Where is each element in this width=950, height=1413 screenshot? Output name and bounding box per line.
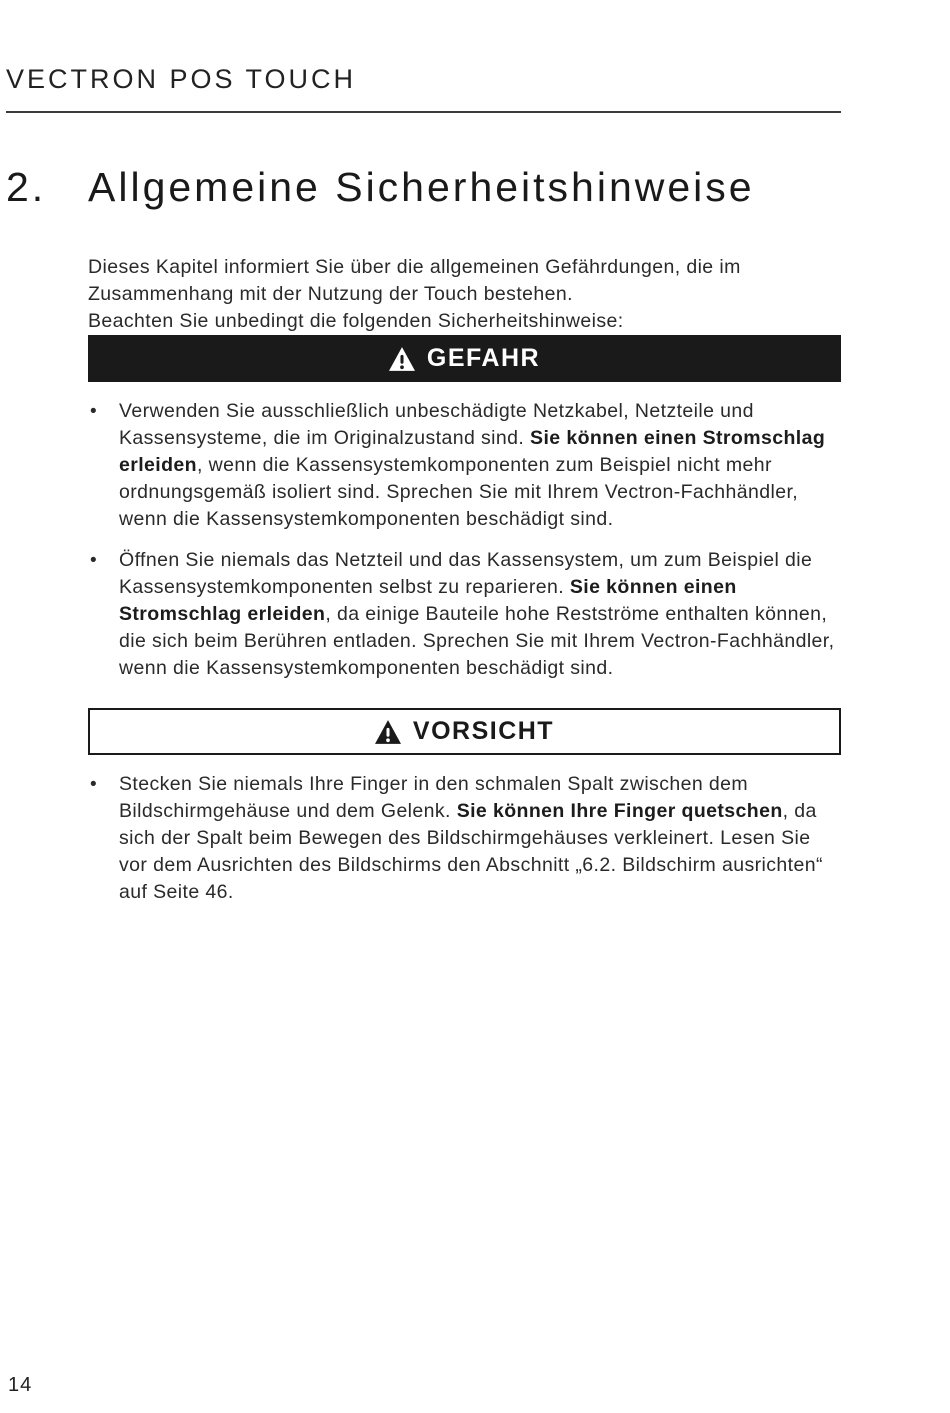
header-rule [6,111,841,113]
caution-banner [88,708,841,755]
warning-triangle-icon [375,720,401,744]
note-paragraph: Beachten Sie unbedingt die folgenden Sicherheitshinweise: [88,310,624,333]
page-number: 14 [8,1374,33,1396]
section-number: 2. [6,164,47,210]
page-header [6,64,841,113]
warning-triangle-icon [389,347,415,371]
section-body [88,254,841,906]
danger-banner [88,335,841,382]
caution-banner-label: VORSICHT [412,717,555,746]
danger-banner-label: GEFAHR [426,344,541,373]
section-heading [6,165,841,210]
danger-bullet-list [88,398,841,682]
intro-paragraph: Dieses Kapitel informiert Sie über die allgemeinen Gefährdungen, die im Zusammenhang mit der Nutzung der Touch bestehen. [88,256,741,306]
doc-header-title: VECTRON POS TOUCH [6,64,357,94]
bullet-item: • Öffnen Sie niemals das Netzteil und das Kassensystem, um zum Beispiel die Kassensystemkomponenten selbst zu reparieren. Sie können einen Stromschlag erleiden, da einige Bauteile hohe Restströme enthalten können, die sich beim Berühren entladen. Sprechen Sie mit Ihrem Vectron-Fachhändler, wenn die Kassensystemkomponenten beschädigt sind. [88,547,841,682]
caution-bullet-list [88,771,841,906]
bullet-item: • Verwenden Sie ausschließlich unbeschädigte Netzkabel, Netzteile und Kassensysteme, die im Originalzustand sind. Sie können einen Stromschlag erleiden, wenn die Kassensystemkomponenten zum Beispiel nicht mehr ordnungsgemäß isoliert sind. Sprechen Sie mit Ihrem Vectron-Fachhändler, wenn die Kassensystemkomponenten beschädigt sind. [88,398,841,533]
section-title: Allgemeine Sicherheitshinweise [88,164,755,210]
bullet-item: • Stecken Sie niemals Ihre Finger in den schmalen Spalt zwischen dem Bildschirmgehäuse und dem Gelenk. Sie können Ihre Finger quetschen, da sich der Spalt beim Bewegen des Bildschirmgehäuses verkleinert. Lesen Sie vor dem Ausrichten des Bildschirms den Abschnitt „6.2. Bildschirm ausrichten“ auf Seite 46. [88,771,841,906]
